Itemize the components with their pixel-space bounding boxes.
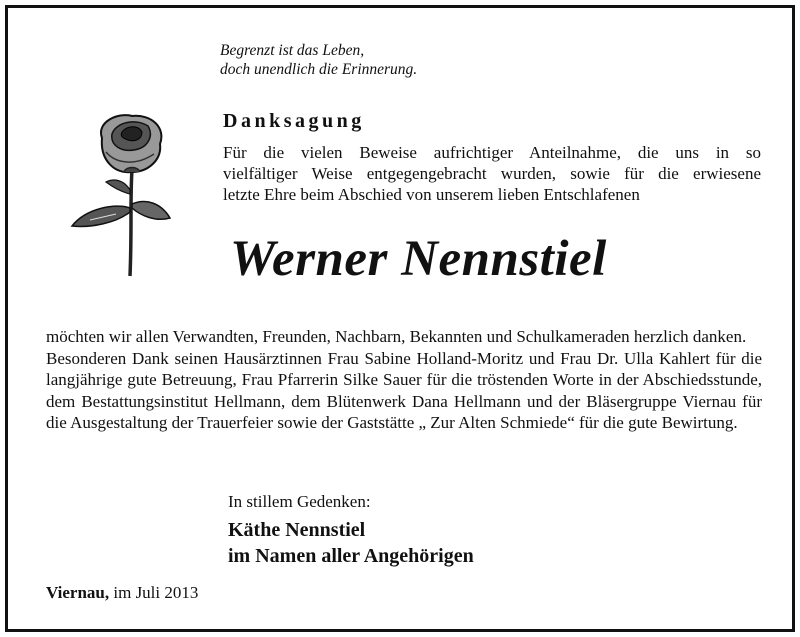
motto [220,41,417,79]
gedenken-text: In stillem Gedenken: [228,492,371,511]
date: im Juli 2013 [113,583,199,602]
paragraph-2: Besonderen Dank seinen Hausärztinnen Frau Sabine Holland-Moritz und Frau Dr. Ulla Kahlert für die langjährige gute Betreuung, Frau Pfarrerin Silke Sauer für die tröstenden Worte in der Abschiedsstunde, dem Bestattungsinstitut Hellmann, dem Blütenwerk Dana Hellmann und der Bläsergruppe Viernau für die Ausgestaltung der Trauerfeier sowie der Gaststätte „ Zur Alten Schmiede“ für die gute Bewirtung. [46,348,762,432]
deceased-name: Werner Nennstiel [230,231,607,287]
intro-line-3: letzte Ehre beim Abschied von unserem lieben Entschlafenen [223,185,640,204]
rose-icon [66,108,186,278]
heading: Danksagung [223,110,365,132]
intro-line-1: Für die vielen Beweise aufrichtiger Anteilnahme, die uns in so [223,143,761,162]
notice-frame [5,5,795,632]
signature-line-1: Käthe Nennstiel [228,519,366,541]
intro-line-2: vielfältiger Weise entgegengebracht wurden, sowie für die erwiesene [223,164,761,183]
intro-text [223,142,761,205]
motto-line-2: doch unendlich die Erinnerung. [220,61,418,78]
body-text [46,326,762,434]
signature [228,517,474,569]
signature-line-2: im Namen aller Angehörigen [228,545,474,567]
motto-line-1: Begrenzt ist das Leben, [220,42,365,59]
place: Viernau, [46,583,110,602]
paragraph-1: möchten wir allen Verwandten, Freunden, Nachbarn, Bekannten und Schulkameraden herzlich danken. [46,327,747,346]
place-date [46,583,198,603]
